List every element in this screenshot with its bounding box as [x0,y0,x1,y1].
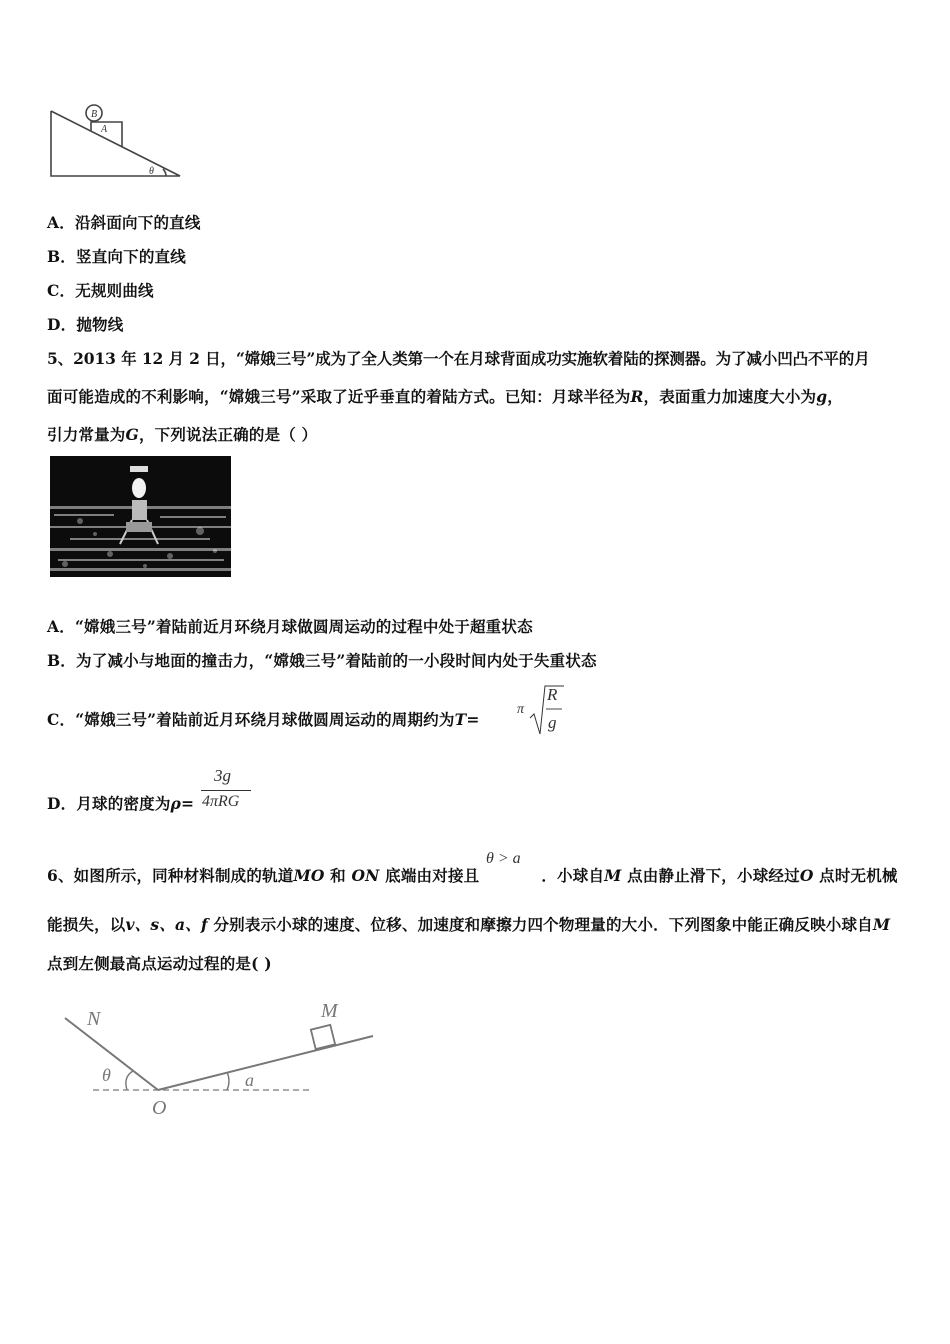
q4-option-c: C．无规则曲线 [47,281,154,300]
alpha-arc [227,1072,229,1090]
q5-option-c: C．“嫦娥三号”着陆前近月环绕月球做圆周运动的周期约为T= [47,710,480,729]
q6-stem-line2: 能损失，以v、s、a、f 分别表示小球的速度、位移、加速度和摩擦力四个物理量的大小．下列图象中能正确反映小球自M [47,915,891,934]
formula-c-den: g [548,713,557,732]
block-m [311,1025,335,1049]
label-theta: θ [149,166,154,177]
label-m: M [321,1000,338,1022]
q4-option-d: D．抛物线 [47,315,124,334]
formula-pi: π [517,702,525,717]
label-a: A [101,124,108,135]
q5-option-b: B．为了减小与地面的撞击力，“嫦娥三号”着陆前的一小段时间内处于失重状态 [47,651,597,670]
q5-option-d: D．月球的密度为ρ= [47,794,195,813]
track-figure [55,995,385,1120]
condition-theta-gt-a: θ > a [486,850,521,867]
label-alpha: a [245,1070,254,1090]
label-b: B [91,109,98,120]
formula-d-den: 4πRG [202,793,240,810]
formula-d-num: 3g [214,766,231,785]
formula-d-bar [201,790,251,791]
q5-stem-line3: 引力常量为G，下列说法正确的是（ ） [47,425,318,444]
incline-triangle [51,105,180,176]
q5-stem-line1: 5、2013 年 12 月 2 日，“嫦娥三号”成为了全人类第一个在月球背面成功实施软着陆的探测器。为了减小凹凸不平的月 [47,349,870,368]
theta-arc [126,1071,133,1090]
q6-stem-line1: 6、如图所示，同种材料制成的轨道MO 和 ON 底端由对接且 ．小球自M 点由静止滑下，小球经过O 点时无机械 [47,866,898,885]
theta-arc [163,169,166,176]
formula-c-num: R [547,685,558,704]
incline-figure [45,100,190,182]
label-o: O [152,1097,167,1119]
track-on [65,1018,158,1090]
lunar-lander-photo [50,456,231,577]
label-n: N [87,1008,101,1030]
q4-option-a: A．沿斜面向下的直线 [47,213,201,232]
label-theta: θ [102,1065,111,1085]
track-om [158,1036,373,1090]
q4-option-b: B．竖直向下的直线 [47,247,186,266]
q6-stem-line3: 点到左侧最高点运动过程的是( ) [47,954,272,973]
q5-stem-line2: 面可能造成的不利影响，“嫦娥三号”采取了近乎垂直的着陆方式。已知：月球半径为R，表面重力加速度大小为g， [47,387,843,406]
q5-option-a: A．“嫦娥三号”着陆前近月环绕月球做圆周运动的过程中处于超重状态 [47,617,533,636]
